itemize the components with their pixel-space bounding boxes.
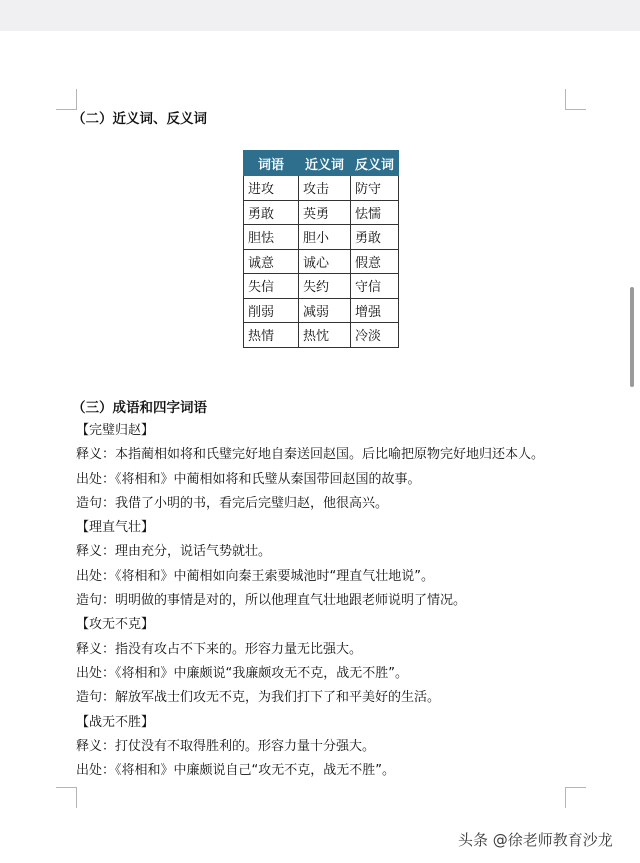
header-word: 词语	[244, 151, 299, 176]
crop-mark-top-right	[565, 89, 586, 110]
idiom-meaning: 释义：理由充分，说话气势就壮。	[76, 544, 272, 560]
crop-mark-bottom-left	[56, 787, 77, 808]
cell-word: 胆怯	[244, 225, 299, 250]
idiom-example: 造句：解放军战士们攻无不克，为我们打下了和平美好的生活。	[76, 690, 441, 706]
cell-word: 热情	[244, 323, 299, 348]
idiom-meaning: 释义：指没有攻占不下来的。形容力量无比强大。	[76, 641, 363, 657]
crop-mark-bottom-right	[565, 787, 586, 808]
cell-antonym: 勇敢	[351, 225, 399, 250]
idiom-source: 出处：《将相和》中廉颇说自己“攻无不克，战无不胜”。	[76, 763, 395, 779]
header-synonym: 近义词	[299, 151, 351, 176]
table-row	[244, 323, 399, 348]
cell-antonym: 冷淡	[351, 323, 399, 348]
idiom-meaning: 释义：本指蔺相如将和氏璧完好地自秦送回赵国。后比喻把原物完好地归还本人。	[76, 447, 545, 463]
cell-word: 失信	[244, 274, 299, 299]
table-row	[244, 200, 399, 225]
table-row	[244, 249, 399, 274]
idiom-title: 【完璧归赵】	[76, 423, 155, 438]
idiom-example: 造句：我借了小明的书，看完后完璧归赵，他很高兴。	[76, 495, 389, 511]
header-antonym: 反义词	[351, 151, 399, 176]
table-header-row	[244, 151, 399, 176]
cell-synonym: 减弱	[299, 298, 351, 323]
cell-antonym: 防守	[351, 176, 399, 201]
cell-synonym: 失约	[299, 274, 351, 299]
idiom-source: 出处：《将相和》中廉颇说“我廉颇攻无不克，战无不胜”。	[76, 665, 408, 681]
table-row	[244, 298, 399, 323]
table-row	[244, 225, 399, 250]
section-heading-idioms: （三）成语和四字词语	[72, 400, 207, 416]
watermark-text: 头条 @徐老师教育沙龙	[458, 831, 613, 849]
cell-synonym: 攻击	[299, 176, 351, 201]
cell-antonym: 守信	[351, 274, 399, 299]
idiom-title: 【理直气壮】	[76, 520, 155, 536]
section-heading-synonyms-antonyms: （二）近义词、反义词	[72, 111, 207, 127]
idiom-title: 【攻无不克】	[76, 617, 155, 633]
cell-synonym: 胆小	[299, 225, 351, 250]
cell-synonym: 英勇	[299, 200, 351, 225]
vertical-scrollbar[interactable]	[630, 287, 634, 387]
synonym-antonym-table	[243, 150, 399, 348]
table-row	[244, 176, 399, 201]
idiom-title: 【战无不胜】	[76, 714, 155, 730]
cell-antonym: 怯懦	[351, 200, 399, 225]
idiom-meaning: 释义：打仗没有不取得胜利的。形容力量十分强大。	[76, 738, 376, 754]
cell-word: 诚意	[244, 249, 299, 274]
cell-word: 削弱	[244, 298, 299, 323]
document-page	[0, 31, 640, 863]
cell-antonym: 增强	[351, 298, 399, 323]
table-row	[244, 274, 399, 299]
idiom-example: 造句：明明做的事情是对的，所以他理直气壮地跟老师说明了情况。	[76, 593, 467, 609]
viewer-top-band	[0, 0, 640, 31]
cell-antonym: 假意	[351, 249, 399, 274]
idiom-entries	[76, 419, 576, 783]
idiom-source: 出处：《将相和》中蔺相如将和氏璧从秦国带回赵国的故事。	[76, 471, 421, 487]
cell-word: 勇敢	[244, 200, 299, 225]
cell-word: 进攻	[244, 176, 299, 201]
cell-synonym: 诚心	[299, 249, 351, 274]
cell-synonym: 热忱	[299, 323, 351, 348]
idiom-source: 出处：《将相和》中蔺相如向秦王索要城池时“理直气壮地说”。	[76, 568, 434, 584]
